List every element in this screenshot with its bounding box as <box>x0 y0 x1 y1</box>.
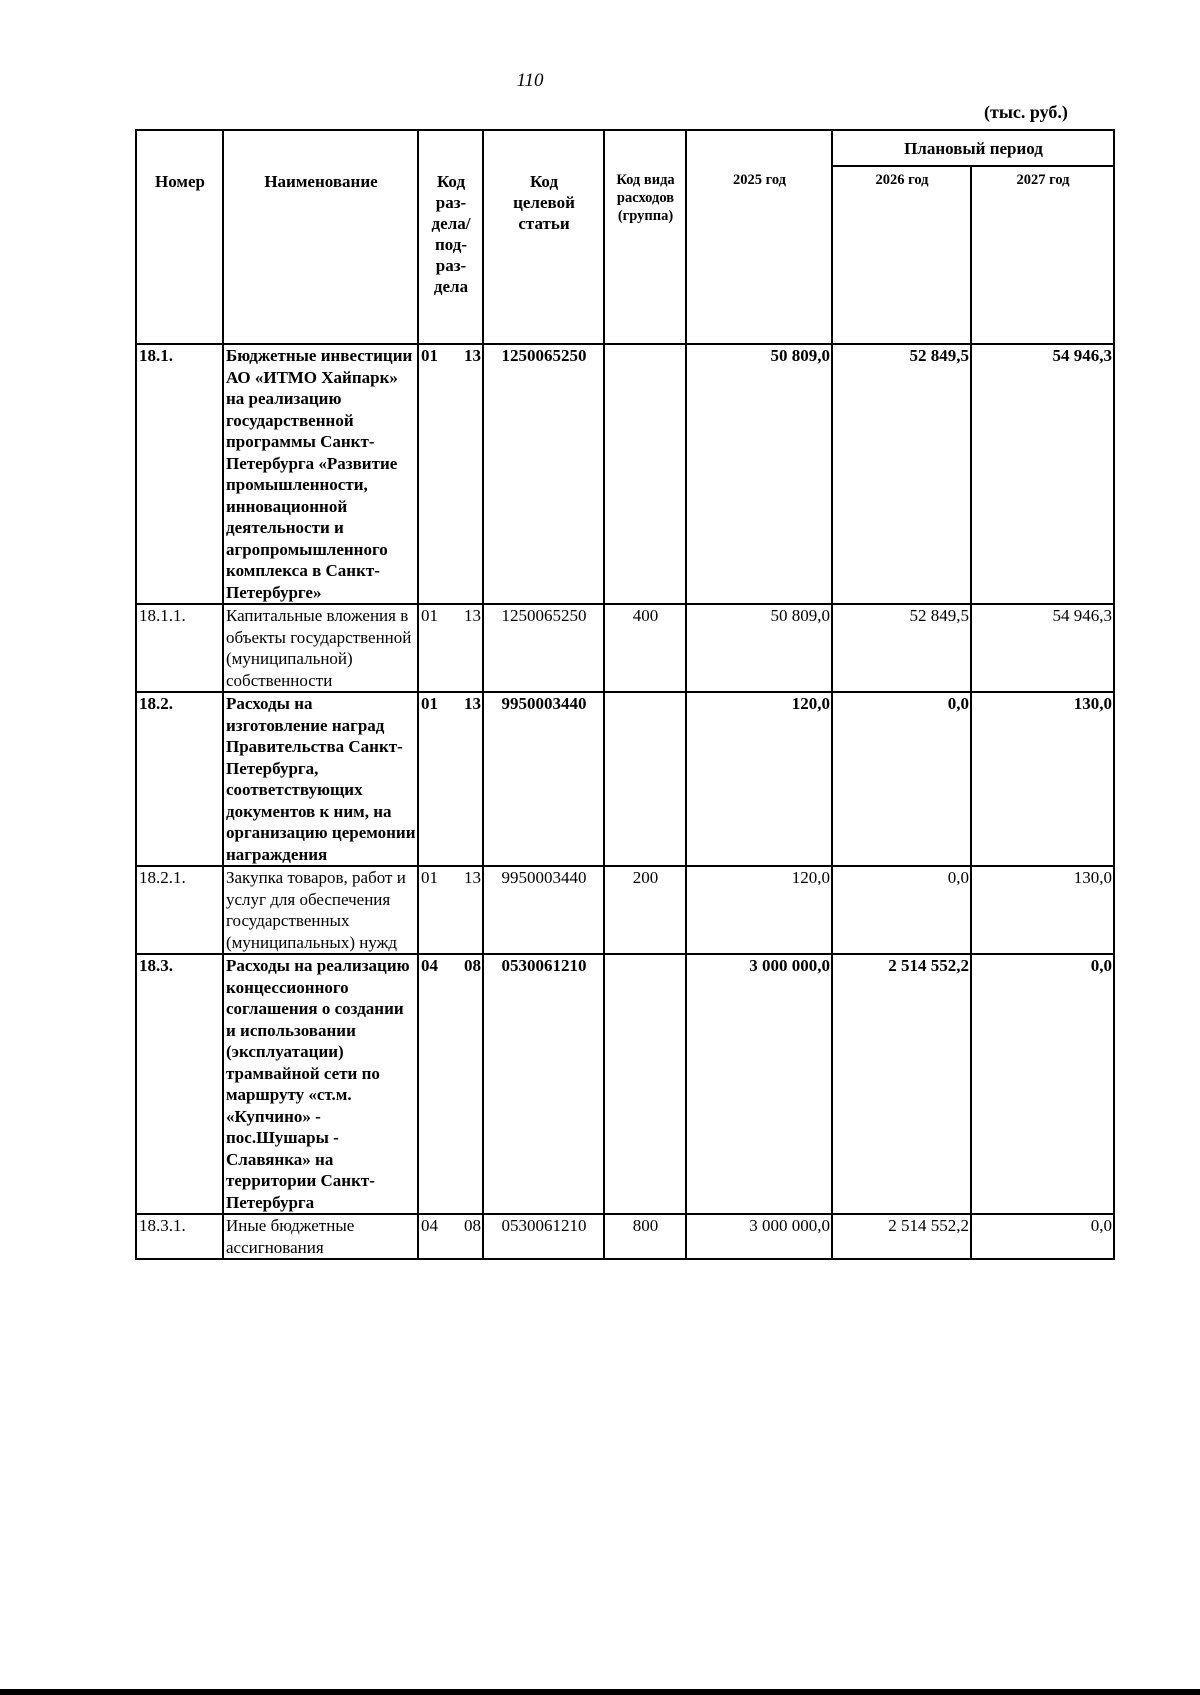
section-code-pair <box>421 605 481 627</box>
section-code: 04 <box>421 956 438 975</box>
header-expense-type-line: (группа) <box>617 208 674 224</box>
cell-year-2026: 0,0 <box>832 692 971 866</box>
table-row <box>136 692 1114 866</box>
header-target-code-line: Код <box>529 172 559 191</box>
cell-section <box>418 954 483 1214</box>
section-code: 01 <box>421 346 438 365</box>
table-row <box>136 344 1114 604</box>
section-code-pair <box>421 1215 481 1237</box>
cell-year-2025: 3 000 000,0 <box>686 954 832 1214</box>
cell-year-2026: 2 514 552,2 <box>832 954 971 1214</box>
cell-name: Закупка товаров, работ и услуг для обеспечения государственных (муниципальных) нужд <box>223 866 418 954</box>
cell-expense-type <box>604 692 686 866</box>
cell-year-2026: 2 514 552,2 <box>832 1214 971 1259</box>
subsection-code: 13 <box>464 606 481 625</box>
cell-year-2027: 130,0 <box>971 866 1114 954</box>
cell-target-code: 1250065250 <box>483 604 604 692</box>
section-code: 04 <box>421 1216 438 1235</box>
page-number: 110 <box>516 70 544 91</box>
section-code: 01 <box>421 868 438 887</box>
cell-expense-type: 200 <box>604 866 686 954</box>
section-code-pair <box>421 693 481 715</box>
cell-number: 18.2. <box>136 692 223 866</box>
subsection-code: 13 <box>464 694 481 713</box>
section-code-pair <box>421 345 481 367</box>
cell-year-2027: 0,0 <box>971 954 1114 1214</box>
header-section-code-line: дела <box>433 277 469 296</box>
cell-year-2025: 120,0 <box>686 866 832 954</box>
cell-target-code: 0530061210 <box>483 954 604 1214</box>
cell-target-code: 0530061210 <box>483 1214 604 1259</box>
header-year-2025: 2025 год <box>686 130 832 344</box>
subsection-code: 13 <box>464 346 481 365</box>
subsection-code: 13 <box>464 868 481 887</box>
cell-section <box>418 604 483 692</box>
cell-year-2027: 54 946,3 <box>971 604 1114 692</box>
cell-target-code: 1250065250 <box>483 344 604 604</box>
header-section-code-line: раз- <box>435 256 467 275</box>
cell-target-code: 9950003440 <box>483 866 604 954</box>
table-header <box>136 130 1114 344</box>
header-name: Наименование <box>223 130 418 344</box>
scan-edge <box>0 1689 1200 1695</box>
cell-number: 18.1. <box>136 344 223 604</box>
budget-table <box>135 129 1115 1260</box>
header-expense-type-line: Код вида <box>616 172 675 188</box>
cell-expense-type <box>604 954 686 1214</box>
section-code: 01 <box>421 606 438 625</box>
cell-year-2025: 120,0 <box>686 692 832 866</box>
table-row <box>136 954 1114 1214</box>
header-section-code-line: под- <box>434 235 468 254</box>
cell-number: 18.1.1. <box>136 604 223 692</box>
cell-section <box>418 692 483 866</box>
subsection-code: 08 <box>464 1216 481 1235</box>
cell-year-2027: 0,0 <box>971 1214 1114 1259</box>
cell-name: Расходы на реализацию концессионного соглашения о создании и использовании (эксплуатации) трамвайной сети по маршруту «ст.м. «Купчино» - пос.Шушары - Славянка» на территории Санкт-Петербурга <box>223 954 418 1214</box>
section-code-pair <box>421 955 481 977</box>
header-year-2026: 2026 год <box>832 166 971 344</box>
cell-year-2026: 52 849,5 <box>832 604 971 692</box>
cell-number: 18.2.1. <box>136 866 223 954</box>
table-row <box>136 604 1114 692</box>
header-section-code-line: дела/ <box>431 214 471 233</box>
cell-year-2026: 0,0 <box>832 866 971 954</box>
subsection-code: 08 <box>464 956 481 975</box>
cell-number: 18.3. <box>136 954 223 1214</box>
header-expense-type <box>604 130 686 344</box>
header-number: Номер <box>136 130 223 344</box>
cell-section <box>418 344 483 604</box>
cell-target-code: 9950003440 <box>483 692 604 866</box>
table-row <box>136 1214 1114 1259</box>
cell-section <box>418 866 483 954</box>
header-section-code <box>418 130 483 344</box>
cell-section <box>418 1214 483 1259</box>
cell-year-2027: 54 946,3 <box>971 344 1114 604</box>
header-target-code-line: целевой <box>513 193 575 212</box>
header-planned-period: Плановый период <box>832 130 1114 166</box>
cell-name: Бюджетные инвестиции АО «ИТМО Хайпарк» на реализацию государственной программы Санкт-Петербурга «Развитие промышленности, инновационной деятельности и агропромышленного комплекса в Санкт-Петербурге» <box>223 344 418 604</box>
table-row <box>136 866 1114 954</box>
table-body <box>136 344 1114 1259</box>
section-code: 01 <box>421 694 438 713</box>
cell-year-2027: 130,0 <box>971 692 1114 866</box>
section-code-pair <box>421 867 481 889</box>
cell-name: Иные бюджетные ассигнования <box>223 1214 418 1259</box>
cell-year-2026: 52 849,5 <box>832 344 971 604</box>
header-section-code-line: Код <box>436 172 466 191</box>
cell-year-2025: 50 809,0 <box>686 344 832 604</box>
cell-expense-type: 800 <box>604 1214 686 1259</box>
cell-year-2025: 50 809,0 <box>686 604 832 692</box>
cell-expense-type <box>604 344 686 604</box>
cell-expense-type: 400 <box>604 604 686 692</box>
cell-number: 18.3.1. <box>136 1214 223 1259</box>
header-target-code-line: статьи <box>518 214 570 233</box>
header-year-2027: 2027 год <box>971 166 1114 344</box>
header-section-code-line: раз- <box>435 193 467 212</box>
units-label: (тыс. руб.) <box>984 102 1068 122</box>
cell-year-2025: 3 000 000,0 <box>686 1214 832 1259</box>
cell-name: Расходы на изготовление наград Правительства Санкт-Петербурга, соответствующих документов к ним, на организацию церемонии награждения <box>223 692 418 866</box>
cell-name: Капитальные вложения в объекты государственной (муниципальной) собственности <box>223 604 418 692</box>
header-expense-type-line: расходов <box>616 190 675 206</box>
header-target-code <box>483 130 604 344</box>
